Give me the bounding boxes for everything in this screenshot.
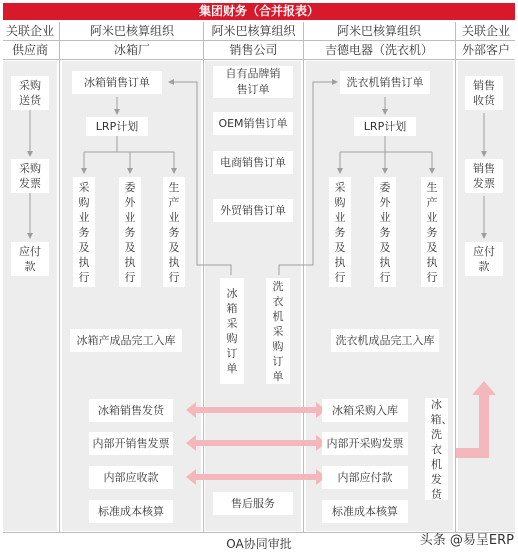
fridge-purchase-order-label: 冰箱采购订单 bbox=[226, 287, 238, 375]
washer-procure-exec-label: 采购业务及执行 bbox=[334, 180, 346, 284]
supplier-payable-box bbox=[11, 242, 49, 276]
column-header-sales-group: 阿米巴核算组织 bbox=[211, 24, 296, 38]
supplier-payable-label: 应付款 bbox=[19, 245, 41, 273]
watermark bbox=[402, 532, 514, 550]
fridge-internal-receivable-label: 内部应收款 bbox=[103, 470, 159, 484]
fridge-procure-exec-box bbox=[73, 177, 95, 287]
washer-outsource-exec-box bbox=[374, 177, 396, 287]
column-header-washer-company: 吉德电器（洗衣机） bbox=[324, 43, 433, 57]
fridge-standard-cost-box bbox=[89, 500, 173, 523]
fridge-sales-delivery-label: 冰箱销售发货 bbox=[98, 403, 164, 417]
washer-internal-payable-label: 内部应付款 bbox=[337, 470, 393, 484]
fridge-internal-receivable-box bbox=[89, 466, 173, 489]
oa-approval-label: OA协同审批 bbox=[226, 537, 292, 551]
washer-internal-payable-box bbox=[322, 466, 408, 489]
fridge-sales-order-box bbox=[72, 71, 162, 94]
shipment-label: 冰箱、洗衣机发货 bbox=[430, 397, 453, 501]
fridge-internal-invoice-box bbox=[89, 432, 173, 455]
supplier-procure-invoice-box bbox=[11, 159, 49, 193]
fridge-standard-cost-label: 标准成本核算 bbox=[98, 504, 164, 518]
supplier-procure-deliver-box bbox=[11, 76, 49, 110]
washer-production-exec-box bbox=[421, 177, 443, 287]
washer-sales-order-label: 洗衣机销售订单 bbox=[346, 75, 424, 89]
washer-procure-exec-box bbox=[329, 177, 351, 287]
fridge-lrp-box bbox=[86, 117, 148, 136]
washer-purchase-receipt-box bbox=[322, 399, 408, 422]
fridge-sales-order-label: 冰箱销售订单 bbox=[84, 75, 150, 89]
oem-order-label: OEM销售订单 bbox=[218, 116, 288, 130]
column-header-customer: 外部客户 bbox=[461, 43, 510, 57]
customer-sales-receipt-box bbox=[465, 76, 503, 110]
column-header-customer-group: 关联企业 bbox=[461, 24, 510, 38]
fridge-lrp-label: LRP计划 bbox=[95, 119, 139, 133]
column-header-sales-company: 销售公司 bbox=[229, 43, 278, 57]
washer-purchase-order-box bbox=[266, 278, 290, 384]
customer-receivable-label: 应付款 bbox=[473, 245, 495, 273]
washer-standard-cost-label: 标准成本核算 bbox=[332, 504, 398, 518]
fridge-procure-exec-label: 采购业务及执行 bbox=[78, 180, 90, 284]
fridge-outsource-exec-label: 委外业务及执行 bbox=[124, 180, 136, 284]
washer-internal-purchase-invoice-box bbox=[322, 432, 408, 455]
washer-outsource-exec-label: 委外业务及执行 bbox=[379, 180, 391, 284]
washer-finished-goods-box bbox=[331, 329, 439, 352]
washer-internal-purchase-invoice-label: 内部开采购发票 bbox=[326, 436, 404, 450]
supplier-procure-invoice-label: 采购发票 bbox=[19, 162, 41, 190]
fridge-sales-delivery-box bbox=[89, 399, 173, 422]
oem-order-box bbox=[213, 112, 293, 135]
after-sales-label: 售后服务 bbox=[231, 496, 275, 510]
washer-lrp-box bbox=[354, 117, 416, 136]
washer-standard-cost-box bbox=[322, 500, 408, 523]
column-header-fridge-factory: 冰箱厂 bbox=[113, 43, 150, 57]
column-header-washer-group: 阿米巴核算组织 bbox=[336, 24, 421, 38]
customer-sales-invoice-label: 销售发票 bbox=[473, 162, 495, 190]
fridge-production-exec-box bbox=[163, 177, 185, 287]
own-brand-order-label: 自有品牌销售订单 bbox=[225, 67, 281, 96]
shipment-box bbox=[425, 397, 453, 501]
column-header-supplier-group: 关联企业 bbox=[5, 24, 54, 38]
washer-production-exec-label: 生产业务及执行 bbox=[426, 180, 438, 284]
foreign-trade-order-box bbox=[213, 199, 293, 222]
ecommerce-order-box bbox=[213, 151, 293, 174]
after-sales-box bbox=[213, 492, 293, 515]
own-brand-order-box bbox=[213, 66, 293, 98]
customer-sales-receipt-label: 销售收货 bbox=[473, 79, 495, 107]
washer-sales-order-box bbox=[340, 71, 430, 94]
column-header-supplier: 供应商 bbox=[11, 43, 48, 57]
group-finance-title: 集团财务（合并报表） bbox=[198, 4, 319, 18]
customer-receivable-box bbox=[465, 242, 503, 276]
column-header-fridge-group: 阿米巴核算组织 bbox=[89, 24, 174, 38]
fridge-outsource-exec-box bbox=[119, 177, 141, 287]
fridge-production-exec-label: 生产业务及执行 bbox=[168, 180, 180, 284]
washer-purchase-receipt-label: 冰箱采购入库 bbox=[332, 403, 398, 417]
ecommerce-order-label: 电商销售订单 bbox=[220, 155, 286, 169]
watermark-text: 头条 @易呈ERP bbox=[419, 533, 514, 548]
fridge-finished-goods-box bbox=[70, 329, 182, 352]
supplier-procure-deliver-label: 采购送货 bbox=[19, 79, 41, 107]
washer-purchase-order-label: 洗衣机采购订单 bbox=[272, 279, 284, 383]
foreign-trade-order-label: 外贸销售订单 bbox=[220, 203, 286, 217]
washer-finished-goods-label: 洗衣机成品完工入库 bbox=[335, 333, 435, 347]
fridge-internal-invoice-label: 内部开销售发票 bbox=[92, 436, 170, 450]
fridge-finished-goods-label: 冰箱产成品完工入库 bbox=[76, 333, 176, 347]
fridge-purchase-order-box bbox=[220, 278, 244, 384]
washer-lrp-label: LRP计划 bbox=[363, 119, 407, 133]
customer-sales-invoice-box bbox=[465, 159, 503, 193]
